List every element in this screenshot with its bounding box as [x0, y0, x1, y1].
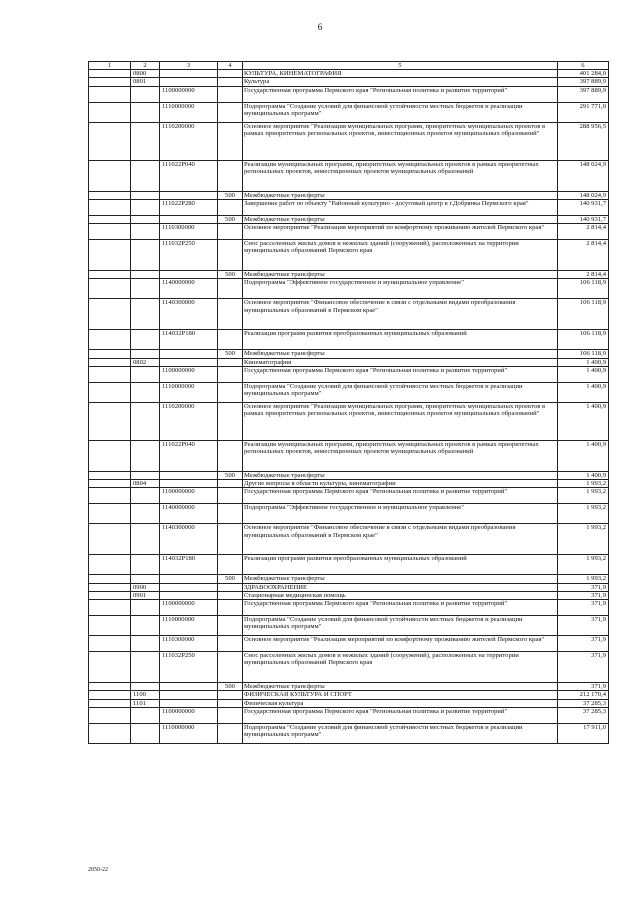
amount-cell: 288 956,5 — [558, 122, 609, 160]
expense-type-cell — [218, 707, 243, 723]
target-article-cell: 1110300000 — [160, 224, 218, 240]
target-article-cell: 1110200000 — [160, 402, 218, 440]
target-article-cell — [160, 480, 218, 488]
row-number-cell — [89, 191, 131, 199]
expense-type-cell — [218, 524, 243, 555]
expense-type-cell — [218, 636, 243, 652]
row-number-cell — [89, 723, 131, 743]
target-article-cell — [160, 699, 218, 707]
row-number-cell — [89, 215, 131, 223]
item-name-cell: Межбюджетные трансферты — [243, 215, 558, 223]
target-article-cell: 1110000000 — [160, 616, 218, 636]
table-row — [89, 199, 609, 215]
section-code-cell — [131, 440, 160, 471]
item-name-cell: Культура — [243, 78, 558, 86]
row-number-cell — [89, 366, 131, 382]
item-name-cell: Реализация муниципальных программ, приоритетных муниципальных проектов в рамках приоритетных региональных проектов, инвестиционных проектов муниципальных образований — [243, 440, 558, 471]
expense-type-cell — [218, 583, 243, 591]
expense-type-cell — [218, 240, 243, 271]
table-row — [89, 524, 609, 555]
row-number-cell — [89, 402, 131, 440]
section-code-cell — [131, 350, 160, 358]
row-number-cell — [89, 707, 131, 723]
expense-type-cell — [218, 279, 243, 299]
table-row — [89, 191, 609, 199]
section-code-cell — [131, 240, 160, 271]
header-cell-4: 4 — [218, 62, 243, 70]
amount-cell: 1 993,2 — [558, 524, 609, 555]
expense-type-cell: 500 — [218, 350, 243, 358]
budget-table — [88, 61, 609, 744]
expense-type-cell — [218, 102, 243, 122]
table-row — [89, 440, 609, 471]
amount-cell: 397 889,9 — [558, 78, 609, 86]
amount-cell: 148 024,9 — [558, 191, 609, 199]
amount-cell: 371,9 — [558, 652, 609, 683]
section-code-cell — [131, 299, 160, 330]
expense-type-cell: 500 — [218, 271, 243, 279]
item-name-cell: Государственная программа Пермского края "Региональная политика и развитие территорий" — [243, 707, 558, 723]
row-number-cell — [89, 504, 131, 524]
table-row — [89, 279, 609, 299]
amount-cell: 1 993,2 — [558, 480, 609, 488]
amount-cell: 371,9 — [558, 600, 609, 616]
section-code-cell: 1100 — [131, 691, 160, 699]
table-row — [89, 402, 609, 440]
header-cell-1: 1 — [89, 62, 131, 70]
amount-cell: 37 285,3 — [558, 707, 609, 723]
expense-type-cell — [218, 224, 243, 240]
item-name-cell: Другие вопросы в области культуры, кинематографии — [243, 480, 558, 488]
item-name-cell: Реализация программ развития преобразованных муниципальных образований — [243, 330, 558, 350]
expense-type-cell: 500 — [218, 575, 243, 583]
item-name-cell: Государственная программа Пермского края "Региональная политика и развитие территорий" — [243, 488, 558, 504]
target-article-cell — [160, 358, 218, 366]
item-name-cell: Подпрограмма "Создание условий для финансовой устойчивости местных бюджетов и реализации муниципальных программ" — [243, 723, 558, 743]
item-name-cell: Реализация программ развития преобразованных муниципальных образований — [243, 555, 558, 575]
section-code-cell — [131, 683, 160, 691]
expense-type-cell — [218, 591, 243, 599]
amount-cell: 291 771,0 — [558, 102, 609, 122]
item-name-cell: Стационарная медицинская помощь — [243, 591, 558, 599]
row-number-cell — [89, 160, 131, 191]
target-article-cell: 1110000000 — [160, 382, 218, 402]
target-article-cell: 1110000000 — [160, 723, 218, 743]
table-body — [89, 70, 609, 744]
row-number-cell — [89, 488, 131, 504]
table-row — [89, 636, 609, 652]
row-number-cell — [89, 683, 131, 691]
section-code-cell: 0800 — [131, 70, 160, 78]
expense-type-cell — [218, 330, 243, 350]
section-code-cell — [131, 271, 160, 279]
amount-cell: 1 993,2 — [558, 575, 609, 583]
amount-cell: 371,9 — [558, 683, 609, 691]
expense-type-cell — [218, 616, 243, 636]
section-code-cell — [131, 102, 160, 122]
section-code-cell: 0804 — [131, 480, 160, 488]
table-row — [89, 723, 609, 743]
item-name-cell: Межбюджетные трансферты — [243, 471, 558, 479]
table-row — [89, 122, 609, 160]
table-row — [89, 575, 609, 583]
table-row — [89, 504, 609, 524]
expense-type-cell — [218, 723, 243, 743]
expense-type-cell — [218, 652, 243, 683]
table-row — [89, 215, 609, 223]
target-article-cell — [160, 691, 218, 699]
item-name-cell: Основное мероприятие "Реализация мероприятий по комфортному проживанию жителей Пермского края" — [243, 636, 558, 652]
target-article-cell: 1140300000 — [160, 524, 218, 555]
expense-type-cell — [218, 366, 243, 382]
table-row — [89, 86, 609, 102]
amount-cell: 371,9 — [558, 636, 609, 652]
row-number-cell — [89, 271, 131, 279]
table-row — [89, 691, 609, 699]
row-number-cell — [89, 78, 131, 86]
row-number-cell — [89, 382, 131, 402]
expense-type-cell — [218, 504, 243, 524]
item-name-cell: Подпрограмма "Создание условий для финансовой устойчивости местных бюджетов и реализации муниципальных программ" — [243, 616, 558, 636]
row-number-cell — [89, 555, 131, 575]
row-number-cell — [89, 122, 131, 160]
table-row — [89, 240, 609, 271]
item-name-cell: Межбюджетные трансферты — [243, 191, 558, 199]
item-name-cell: Подпрограмма "Создание условий для финансовой устойчивости местных бюджетов и реализации муниципальных программ" — [243, 382, 558, 402]
row-number-cell — [89, 636, 131, 652]
section-code-cell — [131, 575, 160, 583]
target-article-cell: 1110000000 — [160, 102, 218, 122]
target-article-cell: 111032P250 — [160, 240, 218, 271]
item-name-cell: Основное мероприятие "Реализация муниципальных программ, приоритетных муниципальных проектов в рамках приоритетных региональных проектов, инвестиционных проектов муниципальных образований" — [243, 402, 558, 440]
item-name-cell: Подпрограмма "Эффективное государственное и муниципальное управление" — [243, 279, 558, 299]
row-number-cell — [89, 591, 131, 599]
item-name-cell: ФИЗИЧЕСКАЯ КУЛЬТУРА И СПОРТ — [243, 691, 558, 699]
expense-type-cell — [218, 78, 243, 86]
amount-cell: 401 284,0 — [558, 70, 609, 78]
amount-cell: 2 814,4 — [558, 224, 609, 240]
item-name-cell: КУЛЬТУРА, КИНЕМАТОГРАФИЯ — [243, 70, 558, 78]
table-row — [89, 480, 609, 488]
section-code-cell — [131, 707, 160, 723]
header-cell-5: 5 — [243, 62, 558, 70]
table-row — [89, 224, 609, 240]
amount-cell: 2 814,4 — [558, 271, 609, 279]
section-code-cell — [131, 330, 160, 350]
row-number-cell — [89, 86, 131, 102]
item-name-cell: Снос расселенных жилых домов и нежилых зданий (сооружений), расположенных на территории муниципальных образований Пермского края — [243, 240, 558, 271]
section-code-cell — [131, 600, 160, 616]
row-number-cell — [89, 299, 131, 330]
section-code-cell — [131, 122, 160, 160]
target-article-cell — [160, 471, 218, 479]
expense-type-cell: 500 — [218, 683, 243, 691]
amount-cell: 140 931,7 — [558, 215, 609, 223]
item-name-cell: Межбюджетные трансферты — [243, 350, 558, 358]
expense-type-cell — [218, 122, 243, 160]
row-number-cell — [89, 350, 131, 358]
section-code-cell — [131, 199, 160, 215]
expense-type-cell — [218, 382, 243, 402]
table-row — [89, 366, 609, 382]
target-article-cell — [160, 350, 218, 358]
amount-cell: 371,9 — [558, 616, 609, 636]
section-code-cell — [131, 86, 160, 102]
section-code-cell: 0900 — [131, 583, 160, 591]
row-number-cell — [89, 240, 131, 271]
amount-cell: 212 170,4 — [558, 691, 609, 699]
row-number-cell — [89, 224, 131, 240]
item-name-cell: Основное мероприятие "Реализация муниципальных программ, приоритетных муниципальных проектов в рамках приоритетных региональных проектов, инвестиционных проектов муниципальных образований" — [243, 122, 558, 160]
table-row — [89, 70, 609, 78]
section-code-cell — [131, 382, 160, 402]
target-article-cell: 1140300000 — [160, 299, 218, 330]
table-row — [89, 350, 609, 358]
row-number-cell — [89, 583, 131, 591]
row-number-cell — [89, 199, 131, 215]
section-code-cell — [131, 524, 160, 555]
amount-cell: 106 118,9 — [558, 350, 609, 358]
item-name-cell: Кинематография — [243, 358, 558, 366]
expense-type-cell — [218, 299, 243, 330]
section-code-cell — [131, 191, 160, 199]
item-name-cell: Государственная программа Пермского края "Региональная политика и развитие территорий" — [243, 366, 558, 382]
target-article-cell: 114032P180 — [160, 555, 218, 575]
section-code-cell — [131, 279, 160, 299]
table-row — [89, 102, 609, 122]
section-code-cell — [131, 488, 160, 504]
row-number-cell — [89, 440, 131, 471]
expense-type-cell — [218, 358, 243, 366]
document-code: 2050-22 — [88, 867, 108, 873]
item-name-cell: Межбюджетные трансферты — [243, 683, 558, 691]
table-row — [89, 600, 609, 616]
section-code-cell: 0802 — [131, 358, 160, 366]
section-code-cell — [131, 504, 160, 524]
target-article-cell: 1100000000 — [160, 600, 218, 616]
section-code-cell — [131, 636, 160, 652]
amount-cell: 397 889,9 — [558, 86, 609, 102]
section-code-cell — [131, 215, 160, 223]
item-name-cell: Снос расселенных жилых домов и нежилых зданий (сооружений), расположенных на территории муниципальных образований Пермского края — [243, 652, 558, 683]
section-code-cell: 0901 — [131, 591, 160, 599]
target-article-cell — [160, 78, 218, 86]
amount-cell: 106 118,9 — [558, 279, 609, 299]
table-row — [89, 78, 609, 86]
target-article-cell: 111022P280 — [160, 199, 218, 215]
page-number: 6 — [317, 22, 323, 32]
target-article-cell: 111022P040 — [160, 160, 218, 191]
target-article-cell: 1100000000 — [160, 366, 218, 382]
header-cell-6: 6 — [558, 62, 609, 70]
expense-type-cell: 500 — [218, 471, 243, 479]
amount-cell: 1 400,9 — [558, 402, 609, 440]
target-article-cell — [160, 575, 218, 583]
item-name-cell: Межбюджетные трансферты — [243, 271, 558, 279]
section-code-cell — [131, 471, 160, 479]
item-name-cell: Подпрограмма "Создание условий для финансовой устойчивости местных бюджетов и реализации муниципальных программ" — [243, 102, 558, 122]
target-article-cell — [160, 271, 218, 279]
target-article-cell: 111032P250 — [160, 652, 218, 683]
table-row — [89, 707, 609, 723]
expense-type-cell — [218, 199, 243, 215]
section-code-cell — [131, 652, 160, 683]
row-number-cell — [89, 616, 131, 636]
expense-type-cell: 500 — [218, 215, 243, 223]
table-row — [89, 358, 609, 366]
expense-type-cell — [218, 70, 243, 78]
expense-type-cell — [218, 699, 243, 707]
section-code-cell — [131, 555, 160, 575]
row-number-cell — [89, 471, 131, 479]
table-row — [89, 488, 609, 504]
section-code-cell: 1101 — [131, 699, 160, 707]
expense-type-cell — [218, 480, 243, 488]
item-name-cell: ЗДРАВООХРАНЕНИЕ — [243, 583, 558, 591]
row-number-cell — [89, 102, 131, 122]
target-article-cell — [160, 583, 218, 591]
row-number-cell — [89, 480, 131, 488]
section-code-cell: 0801 — [131, 78, 160, 86]
target-article-cell — [160, 591, 218, 599]
table-row — [89, 471, 609, 479]
table-row — [89, 330, 609, 350]
table-row — [89, 616, 609, 636]
amount-cell: 371,9 — [558, 591, 609, 599]
target-article-cell: 114032P180 — [160, 330, 218, 350]
amount-cell: 1 400,9 — [558, 358, 609, 366]
table-row — [89, 299, 609, 330]
expense-type-cell — [218, 691, 243, 699]
row-number-cell — [89, 524, 131, 555]
table-row — [89, 160, 609, 191]
table-row — [89, 271, 609, 279]
target-article-cell: 1110300000 — [160, 636, 218, 652]
item-name-cell: Государственная программа Пермского края "Региональная политика и развитие территорий" — [243, 600, 558, 616]
expense-type-cell — [218, 160, 243, 191]
amount-cell: 106 118,9 — [558, 299, 609, 330]
item-name-cell: Основное мероприятие "Финансовое обеспечение в связи с отдельными видами преобразования муниципальных образований в Пермском крае" — [243, 524, 558, 555]
section-code-cell — [131, 366, 160, 382]
row-number-cell — [89, 330, 131, 350]
row-number-cell — [89, 691, 131, 699]
target-article-cell: 1100000000 — [160, 86, 218, 102]
row-number-cell — [89, 699, 131, 707]
expense-type-cell — [218, 440, 243, 471]
section-code-cell — [131, 616, 160, 636]
table-row — [89, 591, 609, 599]
item-name-cell: Межбюджетные трансферты — [243, 575, 558, 583]
item-name-cell: Основное мероприятие "Реализация мероприятий по комфортному проживанию жителей Пермского края" — [243, 224, 558, 240]
amount-cell: 1 400,9 — [558, 440, 609, 471]
amount-cell: 1 993,2 — [558, 504, 609, 524]
amount-cell: 1 400,9 — [558, 382, 609, 402]
row-number-cell — [89, 279, 131, 299]
amount-cell: 148 024,9 — [558, 160, 609, 191]
table-row — [89, 555, 609, 575]
amount-cell: 37 285,3 — [558, 699, 609, 707]
row-number-cell — [89, 600, 131, 616]
item-name-cell: Государственная программа Пермского края "Региональная политика и развитие территорий" — [243, 86, 558, 102]
target-article-cell: 1110200000 — [160, 122, 218, 160]
amount-cell: 1 400,9 — [558, 366, 609, 382]
table-row — [89, 652, 609, 683]
amount-cell: 1 993,2 — [558, 555, 609, 575]
target-article-cell: 1140000000 — [160, 279, 218, 299]
item-name-cell: Завершение работ по объекту "Районный культурно - досуговый центр в г.Добрянка Пермского края" — [243, 199, 558, 215]
section-code-cell — [131, 160, 160, 191]
header-cell-2: 2 — [131, 62, 160, 70]
target-article-cell — [160, 683, 218, 691]
target-article-cell — [160, 215, 218, 223]
table-row — [89, 583, 609, 591]
amount-cell: 140 931,7 — [558, 199, 609, 215]
target-article-cell — [160, 70, 218, 78]
target-article-cell: 111022P040 — [160, 440, 218, 471]
table-row — [89, 699, 609, 707]
row-number-cell — [89, 652, 131, 683]
target-article-cell: 1140000000 — [160, 504, 218, 524]
amount-cell: 106 118,9 — [558, 330, 609, 350]
target-article-cell: 1100000000 — [160, 488, 218, 504]
item-name-cell: Физическая культура — [243, 699, 558, 707]
section-code-cell — [131, 723, 160, 743]
expense-type-cell — [218, 402, 243, 440]
section-code-cell — [131, 224, 160, 240]
expense-type-cell — [218, 555, 243, 575]
row-number-cell — [89, 575, 131, 583]
item-name-cell: Подпрограмма "Эффективное государственное и муниципальное управление" — [243, 504, 558, 524]
expense-type-cell — [218, 600, 243, 616]
section-code-cell — [131, 402, 160, 440]
row-number-cell — [89, 358, 131, 366]
expense-type-cell: 500 — [218, 191, 243, 199]
target-article-cell: 1100000000 — [160, 707, 218, 723]
amount-cell: 1 993,2 — [558, 488, 609, 504]
amount-cell: 1 400,9 — [558, 471, 609, 479]
amount-cell: 17 911,0 — [558, 723, 609, 743]
header-cell-3: 3 — [160, 62, 218, 70]
row-number-cell — [89, 70, 131, 78]
item-name-cell: Реализация муниципальных программ, приоритетных муниципальных проектов в рамках приоритетных региональных проектов, инвестиционных проектов муниципальных образований — [243, 160, 558, 191]
target-article-cell — [160, 191, 218, 199]
expense-type-cell — [218, 86, 243, 102]
amount-cell: 371,9 — [558, 583, 609, 591]
expense-type-cell — [218, 488, 243, 504]
table-row — [89, 382, 609, 402]
table-header-row — [89, 62, 609, 70]
item-name-cell: Основное мероприятие "Финансовое обеспечение в связи с отдельными видами преобразования муниципальных образований в Пермском крае" — [243, 299, 558, 330]
amount-cell: 2 814,4 — [558, 240, 609, 271]
table-row — [89, 683, 609, 691]
